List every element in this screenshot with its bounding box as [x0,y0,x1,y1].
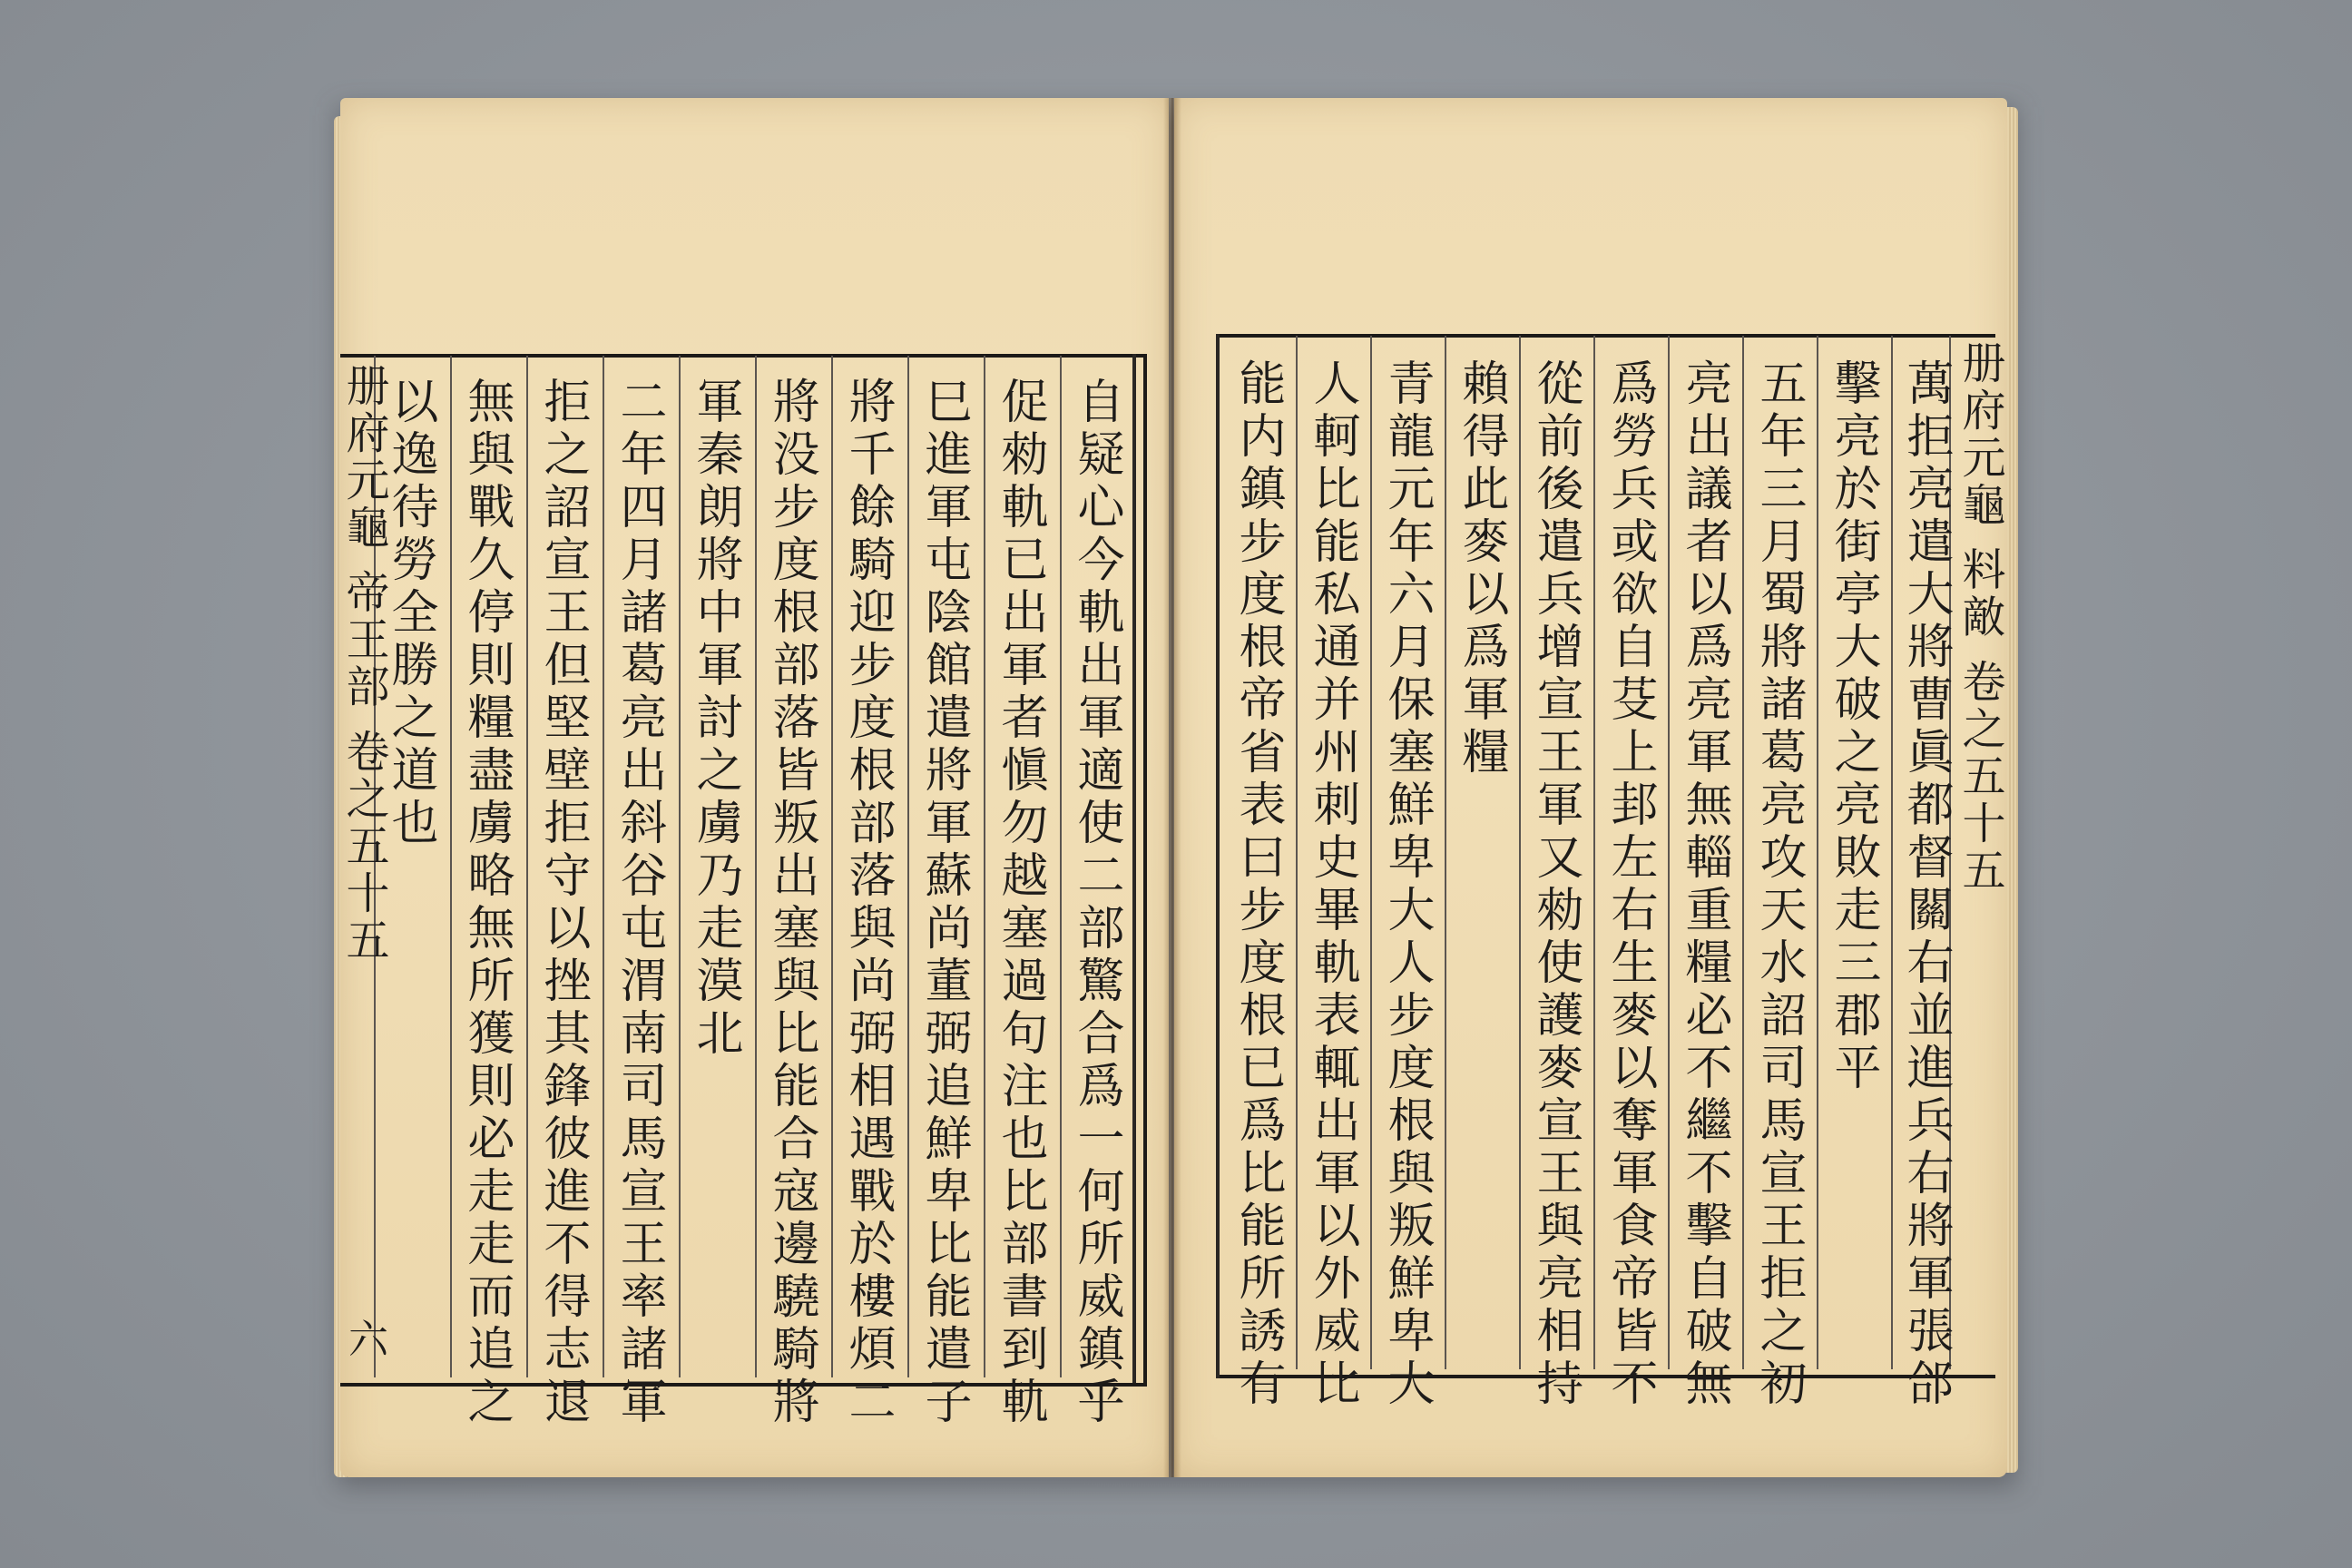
text-column: 將千餘騎迎步度根部落與尚弼相遇戰於樓煩二 [840,377,895,1429]
text-column: 軍秦朗將中軍討之虜乃走漠北 [688,377,742,1061]
text-column: 能内鎮步度根帝省表曰步度根已爲比能所誘有 [1230,358,1285,1411]
column-rule [1593,336,1595,1369]
column-rule [1445,336,1446,1369]
column-rule [1370,336,1372,1369]
text-column: 萬拒亮遣大將曹眞都督關右並進兵右將軍張郃 [1898,358,1953,1411]
column-rule [831,356,833,1377]
text-column: 無與戰久停則糧盡虜略無所獲則必走走而追之 [459,377,514,1429]
column-rule [526,356,528,1377]
column-rule [679,356,681,1377]
column-rule [1296,336,1298,1369]
text-column: 以逸待勞全勝之道也 [383,377,437,850]
text-column: 賴得此麥以爲軍糧 [1454,358,1508,779]
column-rule [450,356,452,1377]
left-margin-title: 册府元龜 帝王部 卷之五十五 [338,363,389,965]
text-column: 拒之詔宣王但堅壁拒守以挫其鋒彼進不得志退 [535,377,590,1429]
column-rule [755,356,757,1377]
right-margin-title: 册府元龜 料敵 卷之五十五 [1955,340,2005,895]
folio-number: 六 [348,1317,388,1363]
text-column: 巳進軍屯陰館遣將軍蘇尚董弼追鮮卑比能遣子 [916,377,971,1429]
text-column: 擊亮於街亭大破之亮敗走三郡平 [1826,358,1880,1095]
column-rule [1668,336,1670,1369]
text-column: 將没步度根部落皆叛出塞與比能合寇邊驍騎將 [764,377,818,1429]
text-column: 二年四月諸葛亮出斜谷屯渭南司馬宣王率諸軍 [612,377,666,1429]
text-column: 自疑心今軌出軍適使二部驚合爲一何所威鎮乎 [1069,377,1123,1429]
text-column: 從前後遣兵增宣王軍又勑使護麥宣王與亮相持 [1528,358,1583,1411]
right-frame-inner-line [1216,334,1220,1378]
column-rule [1742,336,1744,1369]
column-rule [1060,356,1062,1377]
column-rule [907,356,909,1377]
left-frame-inner-line [1132,354,1136,1383]
text-column: 五年三月蜀將諸葛亮攻天水詔司馬宣王拒之初 [1751,358,1806,1411]
column-rule [1519,336,1521,1369]
column-rule [603,356,604,1377]
book-gutter [1163,98,1181,1477]
column-rule [1817,336,1818,1369]
column-rule [984,356,985,1377]
text-column: 青龍元年六月保塞鮮卑大人步度根與叛鮮卑大 [1379,358,1434,1411]
text-column: 亮出議者以爲亮軍無輜重糧必不繼不擊自破無 [1677,358,1731,1411]
column-rule [1891,336,1893,1369]
text-column: 促勑軌已出軍者愼勿越塞過句注也比部書到軌 [993,377,1047,1429]
text-column: 爲勞兵或欲自芟上邽左右生麥以奪軍食帝皆不 [1602,358,1657,1411]
text-column: 人軻比能私通并州刺史畢軌表輒出軍以外威比 [1305,358,1359,1411]
